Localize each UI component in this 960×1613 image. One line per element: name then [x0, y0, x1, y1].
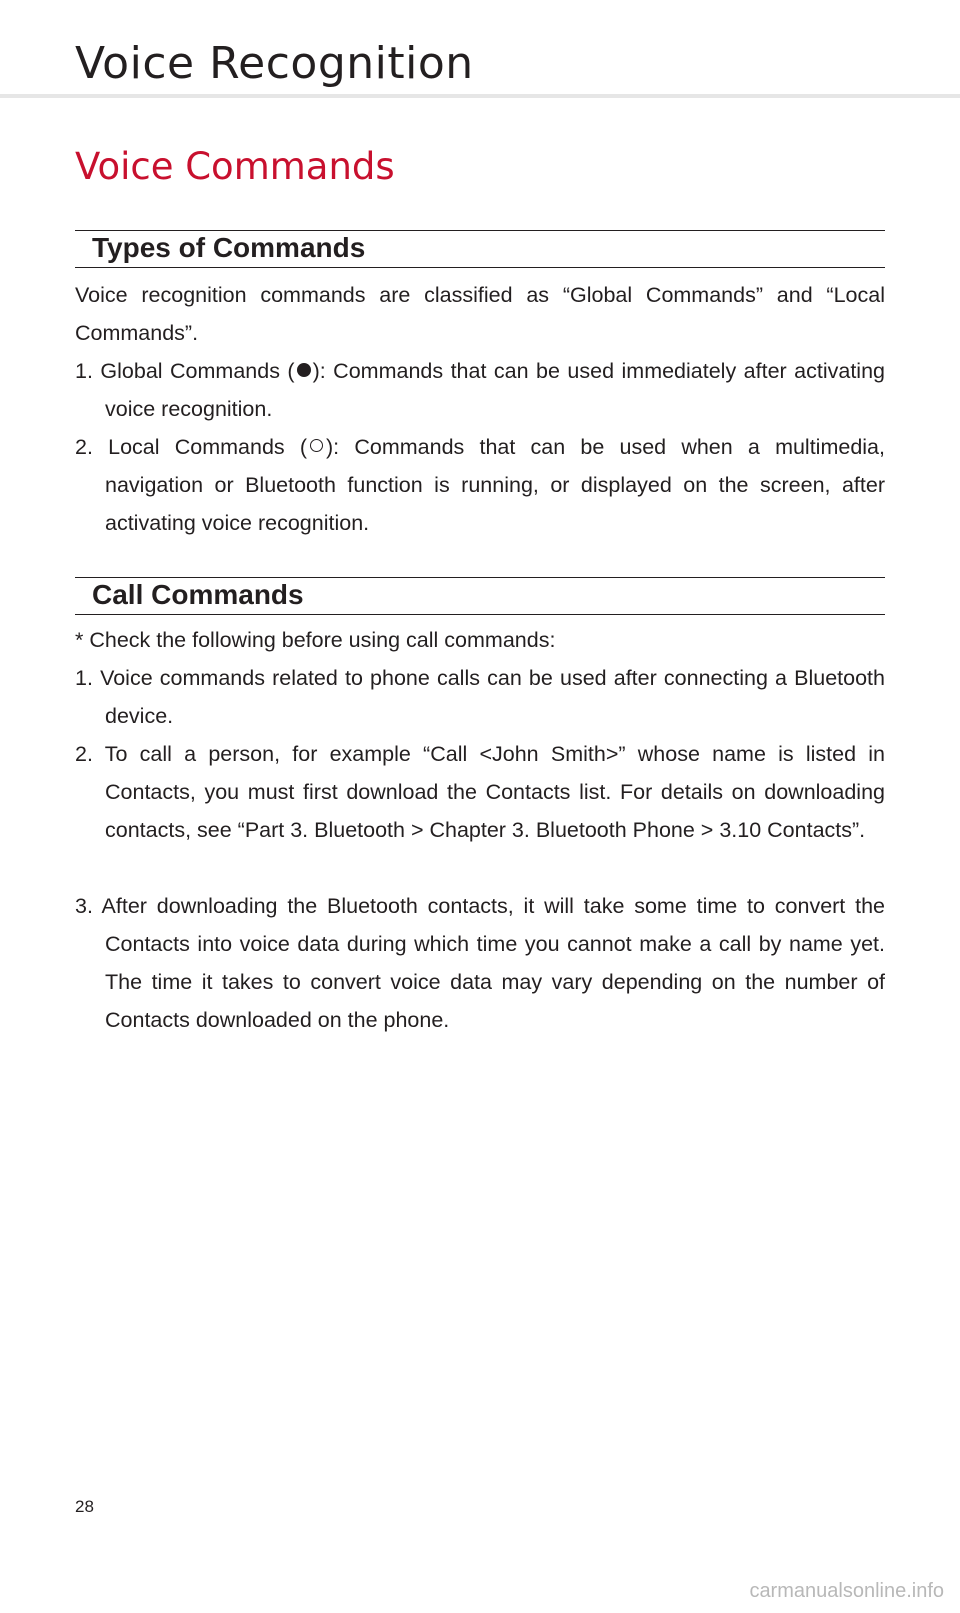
page-number: 28: [75, 1497, 94, 1516]
watermark: carmanualsonline.info: [749, 1580, 944, 1602]
chapter-divider: [0, 94, 960, 98]
section-title: Voice Commands: [75, 145, 395, 188]
list-item-call-2: 2. To call a person, for example “Call <John Smith>” whose name is listed in Contacts, you must first download the Contacts list. For details on downloading contacts, see “Part 3. Bluetooth > Chapter 3. Bluetooth Phone > 3.10 Contacts”.: [75, 742, 885, 842]
chapter-title: Voice Recognition: [75, 38, 474, 89]
intro-paragraph: Voice recognition commands are classified as “Global Commands” and “Local Commands”.: [75, 283, 885, 345]
call-note: * Check the following before using call commands:: [75, 628, 556, 652]
list-item-local-commands: [75, 428, 885, 542]
subheading-label: Types of Commands: [92, 232, 366, 263]
item-prefix: 2. Local Commands (: [75, 435, 308, 459]
subheading-call-commands: [75, 577, 885, 615]
subheading-label: Call Commands: [92, 579, 304, 610]
item-suffix: ): Commands that can be used when a multimedia, navigation or Bluetooth function is running, or displayed on the screen, after activating voice recognition.: [105, 435, 885, 535]
filled-circle-icon: [297, 363, 311, 377]
item-suffix: ): Commands that can be used immediately after activating voice recognition.: [105, 359, 885, 421]
list-item-call-3: 3. After downloading the Bluetooth contacts, it will take some time to convert the Contacts into voice data during which time you cannot make a call by name yet. The time it takes to convert voice data may vary depending on the number of Contacts downloaded on the phone.: [75, 894, 885, 1032]
list-item-call-1: 1. Voice commands related to phone calls can be used after connecting a Bluetooth device.: [75, 666, 885, 728]
subheading-types-of-commands: [75, 230, 885, 268]
item-prefix: 1. Global Commands (: [75, 359, 295, 383]
open-circle-icon: [310, 439, 323, 452]
list-item-global-commands: [75, 352, 885, 428]
